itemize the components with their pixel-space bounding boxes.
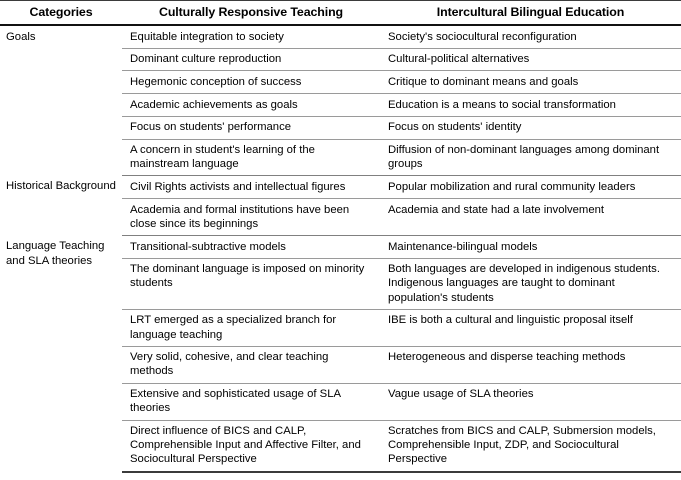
cell-culturally-responsive-teaching: A concern in student's learning of the mainstream language — [122, 139, 380, 176]
cell-intercultural-bilingual-education: Academia and state had a late involvement — [380, 199, 681, 236]
cell-culturally-responsive-teaching: Equitable integration to society — [130, 30, 284, 43]
cell-intercultural-bilingual-education: Society's sociocultural reconfiguration — [388, 30, 577, 43]
category-label: Language Teaching and SLA theories — [6, 240, 105, 267]
cell-culturally-responsive-teaching: LRT emerged as a specialized branch for language teaching — [122, 309, 380, 346]
cell-intercultural-bilingual-education: Education is a means to social transformation — [380, 94, 681, 117]
table-row — [0, 176, 681, 199]
cell-intercultural-bilingual-education: Maintenance-bilingual models — [388, 240, 538, 253]
column-header-categories: Categories — [0, 1, 122, 26]
column-header-culturally-responsive-teaching: Culturally Responsive Teaching — [122, 1, 380, 26]
cell-intercultural-bilingual-education: Vague usage of SLA theories — [380, 383, 681, 420]
cell-intercultural-bilingual-education: Diffusion of non-dominant languages among dominant groups — [380, 139, 681, 176]
cell-culturally-responsive-teaching: Academic achievements as goals — [122, 94, 380, 117]
cell-intercultural-bilingual-education: IBE is both a cultural and linguistic proposal itself — [380, 309, 681, 346]
cell-culturally-responsive-teaching: Very solid, cohesive, and clear teaching methods — [122, 346, 380, 383]
cell-culturally-responsive-teaching: Focus on students' performance — [122, 116, 380, 139]
table-body — [0, 25, 681, 472]
cell-culturally-responsive-teaching: Dominant culture reproduction — [122, 48, 380, 71]
cell-intercultural-bilingual-education: Both languages are developed in indigenous students. Indigenous languages are taught to dominant population's students — [380, 258, 681, 309]
table-row — [0, 236, 681, 259]
category-label: Historical Background — [6, 180, 116, 193]
cell-intercultural-bilingual-education: Heterogeneous and disperse teaching methods — [380, 346, 681, 383]
cell-intercultural-bilingual-education: Cultural-political alternatives — [380, 48, 681, 71]
header-row — [0, 1, 681, 26]
column-header-intercultural-bilingual-education: Intercultural Bilingual Education — [380, 1, 681, 26]
cell-culturally-responsive-teaching: Civil Rights activists and intellectual figures — [130, 180, 346, 193]
cell-intercultural-bilingual-education: Popular mobilization and rural community leaders — [388, 180, 636, 193]
cell-culturally-responsive-teaching: The dominant language is imposed on minority students — [122, 258, 380, 309]
table-bottom-spacer — [0, 473, 681, 480]
table-row — [0, 25, 681, 48]
cell-culturally-responsive-teaching: Direct influence of BICS and CALP, Comprehensible Input and Affective Filter, and Sociocultural Perspective — [122, 420, 380, 472]
cell-intercultural-bilingual-education: Scratches from BICS and CALP, Submersion models, Comprehensible Input, ZDP, and Sociocultural Perspective — [380, 420, 681, 472]
cell-culturally-responsive-teaching: Extensive and sophisticated usage of SLA theories — [122, 383, 380, 420]
table-header — [0, 1, 681, 26]
cell-intercultural-bilingual-education: Critique to dominant means and goals — [380, 71, 681, 94]
cell-culturally-responsive-teaching: Academia and formal institutions have been close since its beginnings — [122, 199, 380, 236]
cell-intercultural-bilingual-education: Focus on students' identity — [380, 116, 681, 139]
cell-culturally-responsive-teaching: Transitional-subtractive models — [130, 240, 286, 253]
category-label: Goals — [6, 30, 36, 43]
cell-culturally-responsive-teaching: Hegemonic conception of success — [122, 71, 380, 94]
